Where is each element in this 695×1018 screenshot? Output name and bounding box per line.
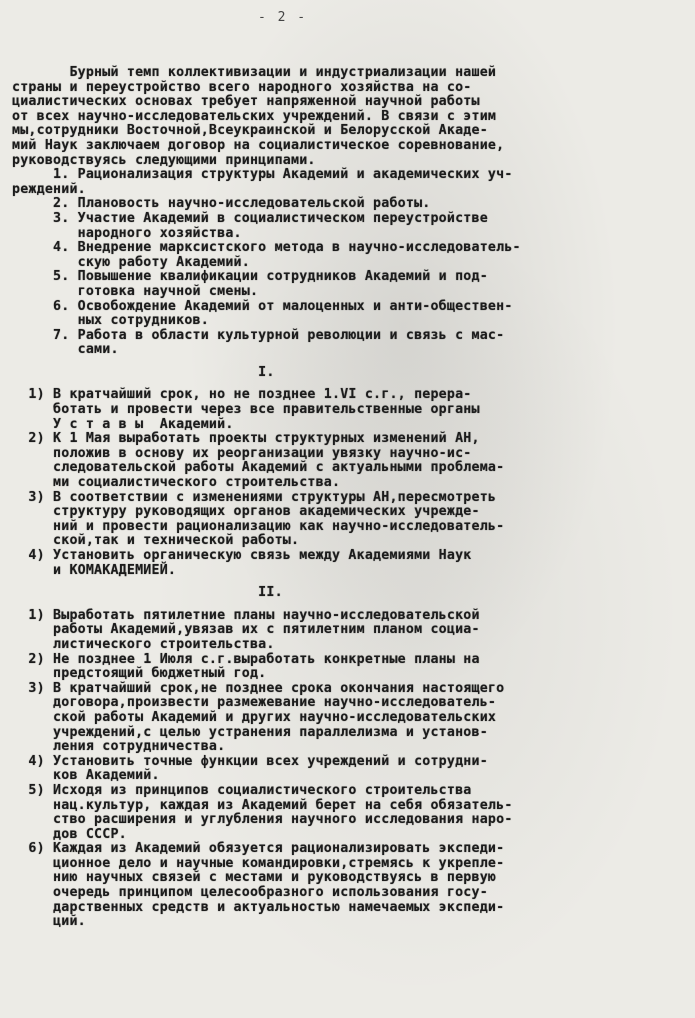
page-number-mark: - 2 - <box>258 10 308 25</box>
section-2-line: нию научных связей с местами и руководствуясь в первую <box>12 870 497 886</box>
principles-list <box>12 168 684 358</box>
section-2-line: 5) Исходя из принципов социалистического строительства <box>12 782 472 798</box>
section-2-line: ков Академий. <box>12 768 160 784</box>
section-1-heading: I. <box>12 364 275 380</box>
intro-line: мы,сотрудники Восточной,Всеукраинской и Белорусской Акаде- <box>12 123 488 139</box>
principle-line: 5. Повышение квалификации сотрудников Академий и под- <box>12 269 488 285</box>
section-1-line: 2) К 1 Мая выработать проекты структурных изменений АН, <box>12 431 480 447</box>
principle-line: сами. <box>12 342 119 358</box>
section-2-line: нац.культур, каждая из Академий берет на себя обязатель- <box>12 797 513 813</box>
section-2-line: 2) Не позднее 1 Июля с.г.выработать конкретные планы на <box>12 651 480 667</box>
section-1-line: 4) Установить органическую связь между Академиями Наук <box>12 548 472 563</box>
section-2-line: учреждений,с целью устранения параллелизма и установ- <box>12 724 488 740</box>
intro-line: Бурный темп коллективизации и индустриализации нашей <box>12 65 497 80</box>
intro-paragraph <box>12 66 684 168</box>
intro-line: руководствуясь следующими принципами. <box>12 152 316 168</box>
principle-line: 2. Плановость научно-исследовательской работы. <box>12 196 431 212</box>
section-1-list <box>12 388 684 578</box>
section-2-line: 1) Выработать пятилетние планы научно-исследовательской <box>12 607 480 623</box>
typed-document-body <box>12 66 684 930</box>
section-1-line: ний и провести рационализацию как научно-исследователь- <box>12 518 505 534</box>
section-1-line: ской,так и технической работы. <box>12 533 300 549</box>
section-2-line: ство расширения и углубления научного исследования наро- <box>12 812 513 828</box>
section-2-line: дов СССР. <box>12 826 127 842</box>
section-2-line: 4) Установить точные функции всех учреждений и сотрудни- <box>12 753 488 769</box>
section-2-line: ской работы Академий и других научно-исследовательских <box>12 709 497 725</box>
intro-line: страны и переустройство всего народного хозяйства на со- <box>12 79 472 95</box>
section-2-heading: II. <box>12 585 283 601</box>
section-2-line: ционное дело и научные командировки,стремясь к укрепле- <box>12 855 505 871</box>
section-1-line: ботать и провести через все правительственные органы <box>12 402 480 418</box>
intro-line: от всех научно-исследовательских учреждений. В связи с этим <box>12 108 497 124</box>
section-1-line: структуру руководящих органов академических учрежде- <box>12 504 480 520</box>
section-2-line: дарственных средств и актуальностью намечаемых экспеди- <box>12 899 505 915</box>
principle-line: готовка научной смены. <box>12 283 259 299</box>
section-2-line: очередь принципом целесообразного использования госу- <box>12 885 488 901</box>
intro-line: мий Наук заключаем договор на социалистическое соревнование, <box>12 137 505 153</box>
section-1-line: У с т а в ы Академий. <box>12 416 234 432</box>
section-2-line: листического строительства. <box>12 636 275 652</box>
section-2-line: ций. <box>12 914 86 930</box>
section-1-line: 3) В соответствии с изменениями структуры АН,пересмотреть <box>12 489 497 505</box>
section-1-line: положив в основу их реорганизации увязку научно-ис- <box>12 445 472 461</box>
section-2-line: ления сотрудничества. <box>12 739 226 755</box>
section-2-list <box>12 609 684 930</box>
principle-line: 3. Участие Академий в социалистическом переустройстве <box>12 210 488 226</box>
section-2-line: 3) В кратчайший срок,не позднее срока окончания настоящего <box>12 680 505 696</box>
section-2-line: предстоящий бюджетный год. <box>12 666 267 682</box>
section-2-line: договора,произвести размежевание научно-исследователь- <box>12 695 497 711</box>
section-1-line: следовательской работы Академий с актуальными проблема- <box>12 460 505 476</box>
principle-line: скую работу Академий. <box>12 254 250 270</box>
principle-line: 1. Рационализация структуры Академий и академических уч- <box>12 167 513 183</box>
principle-line: ных сотрудников. <box>12 313 209 329</box>
principle-line: 7. Работа в области культурной революции и связь с мас- <box>12 327 505 343</box>
section-1-line: 1) В кратчайший срок, но не позднее 1.VI с.г., перера- <box>12 387 472 403</box>
principle-line: народного хозяйства. <box>12 225 242 241</box>
principle-line: реждений. <box>12 181 86 197</box>
section-1-line: и КОМАКАДЕМИЕЙ. <box>12 562 177 578</box>
principle-line: 6. Освобождение Академий от малоценных и анти-обществен- <box>12 298 513 314</box>
principle-line: 4. Внедрение марксистского метода в научно-исследователь- <box>12 240 521 256</box>
section-1-line: ми социалистического строительства. <box>12 475 341 491</box>
section-2-line: 6) Каждая из Академий обязуется рационализировать экспеди- <box>12 841 505 857</box>
section-2-line: работы Академий,увязав их с пятилетним планом социа- <box>12 622 480 638</box>
intro-line: циалистических основах требует напряженной научной работы <box>12 94 480 110</box>
